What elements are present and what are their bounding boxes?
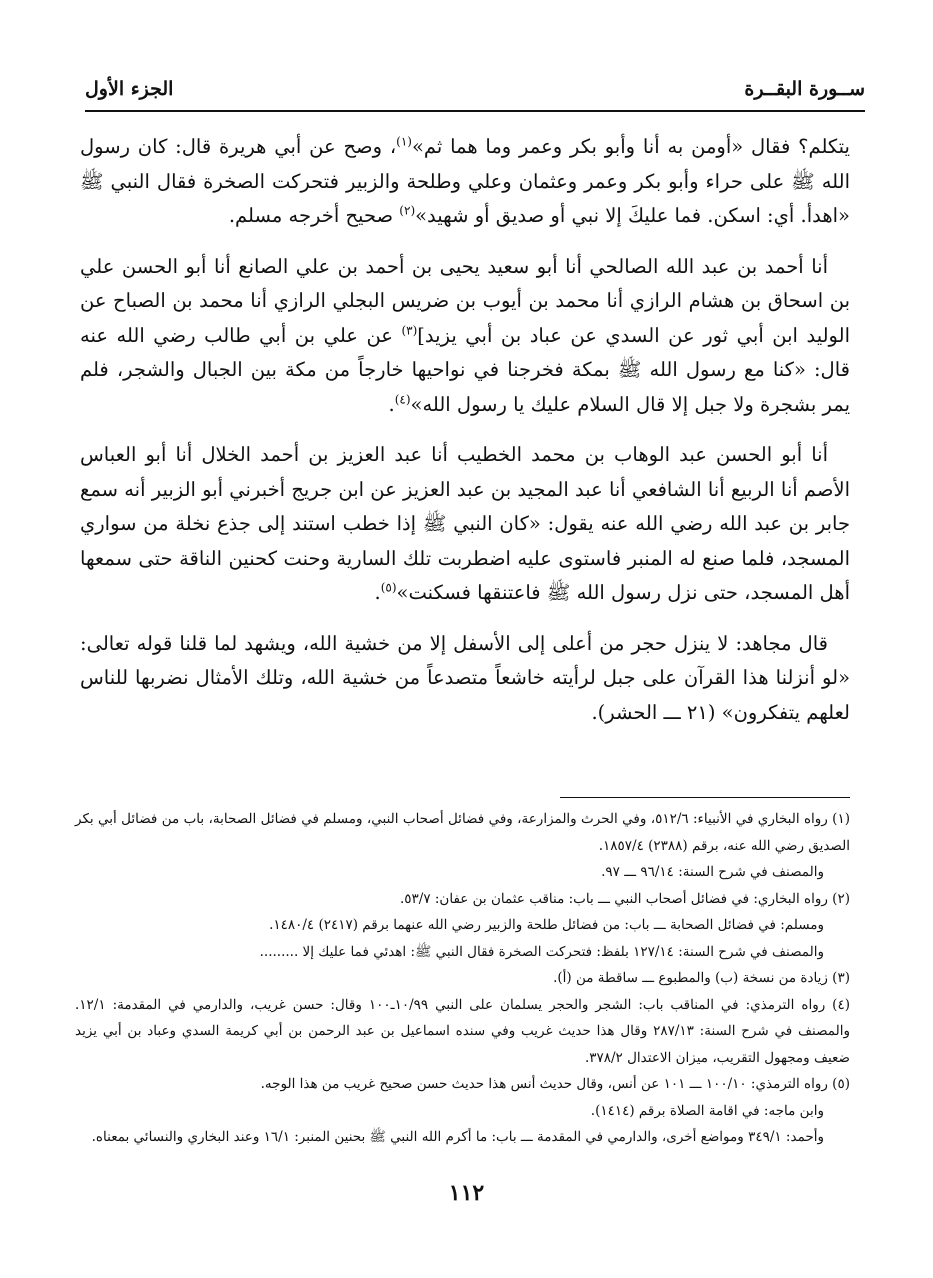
paragraph-text: .	[388, 392, 395, 416]
juz-title: الجزء الأول	[85, 78, 174, 100]
footnotes	[75, 806, 850, 1151]
footnote-divider	[560, 797, 850, 798]
footnote-ref: (٣)	[401, 323, 418, 337]
paragraph-4	[80, 627, 850, 731]
page-header	[85, 70, 865, 112]
footnote-2-continuation: والمصنف في شرح السنة: ١٢٧/١٤ بلفظ: فتحركت الصخرة فقال النبي ﷺ: اهدئي فما عليك إلا .........	[259, 943, 824, 960]
footnote-3: (٣) زيادة من نسخة (ب) والمطبوع ـــ ساقطة من (أ).	[553, 970, 850, 986]
footnote-2-continuation: ومسلم: في فضائل الصحابة ـــ باب: من فضائل طلحة والزبير رضي الله عنهما برقم (٢٤١٧) ١٤٨٠/٤.	[269, 917, 824, 933]
footnote-ref: (٤)	[394, 392, 411, 406]
footnote-ref: (١)	[396, 134, 412, 149]
paragraph-text: أنا أحمد بن عبد الله الصالحي أنا أبو سعيد يحيى بن أحمد بن علي الصانع أنا أبو الحسن علي بن اسحاق بن هشام الرازي أنا محمد بن أيوب بن ضريس البجلي الرازي أنا محمد بن الصباح عن الوليد ابن أبي ثور عن السدي عن عباد بن أبي يزيد]	[80, 254, 850, 347]
footnote-2: (٢) رواه البخاري: في فضائل أصحاب النبي ـــ باب: مناقب عثمان بن عفان: ٥٣/٧.	[399, 890, 850, 907]
paragraph-1	[80, 130, 850, 234]
footnote-ref: (٢)	[399, 203, 416, 218]
paragraph-text: أنا أبو الحسن عبد الوهاب بن محمد الخطيب أنا عبد العزيز بن أحمد الخلال أنا أبو العباس الأصم أنا الربيع أنا الشافعي أنا عبد المجيد بن عبد العزيز عن ابن جريج أخبرني أبو الزبير أنه سمع جابر بن عبد الله رضي الله عنه يقول: «كان النبي ﷺ إذا خطب استند إلى جذع نخلة من سواري المسجد، فلما صنع له المنبر فاستوى عليه اضطربت تلك السارية وحنت كحنين الناقة حتى سمعها أهل المسجد، حتى نزل رسول الله ﷺ فاعتنقها فسكنت»	[80, 443, 850, 604]
paragraph-text: قال مجاهد: لا ينزل حجر من أعلى إلى الأسفل إلا من خشية الله، ويشهد لما قلنا قوله تعالى: «لو أنزلنا هذا القرآن على جبل لرأيته خاشعاً متصدعاً من خشية الله، وتلك الأمثال نضربها للناس لعلهم يتفكرون» (٢١ ـــ الحشر).	[80, 631, 850, 724]
paragraph-text: يتكلم؟ فقال «أومن به أنا وأبو بكر وعمر وما هما ثم»	[411, 135, 850, 158]
footnote-ref: (٥)	[380, 580, 397, 595]
paragraph-text: ، وصح عن أبي هريرة قال: كان رسول الله ﷺ على حراء وأبو بكر وعمر وعثمان وعلي وطلحة والزبير فتحركت الصخرة فقال النبي ﷺ «اهدأ. أي: اسكن. فما عليكَ إلا نبي أو صديق أو شهيد»	[80, 135, 850, 227]
footnote-1: (١) رواه البخاري في الأنبياء: ٥١٢/٦، وفي الحرث والمزارعة، وفي فضائل أصحاب النبي، ومسلم في فضائل الصحابة، باب من فضائل أبي بكر الصديق رضي الله عنه، برقم (٢٣٨٨) ١٨٥٧/٤.	[75, 811, 850, 854]
paragraph-text: عن علي بن أبي طالب رضي الله عنه قال: «كنا مع رسول الله ﷺ بمكة فخرجنا في نواحيها خارجاً من مكة بين الجبال والشجر، فلم يمر بشجرة ولا جبل إلا قال السلام عليك يا رسول الله»	[80, 323, 850, 416]
paragraph-2	[80, 250, 850, 423]
paragraph-text: صحيح أخرجه مسلم.	[228, 204, 400, 227]
footnote-5-continuation: وأحمد: ٣٤٩/١ ومواضع أخرى، والدارمي في المقدمة ـــ باب: ما أكرم الله النبي ﷺ بحنين المنبر: ١٦/١ وعند البخاري والنسائي بمعناه.	[91, 1129, 824, 1145]
paragraph-3	[80, 438, 850, 611]
paragraph-text: .	[374, 581, 381, 604]
footnote-1-continuation: والمصنف في شرح السنة: ٩٦/١٤ ـــ ٩٧.	[601, 864, 824, 880]
footnote-5: (٥) رواه الترمذي: ١٠٠/١٠ ـــ ١٠١ عن أنس، وقال حديث أنس هذا حديث حسن صحيح غريب من هذا الوجه.	[260, 1076, 850, 1092]
footnote-5-continuation: وابن ماجه: في اقامة الصلاة برقم (١٤١٤).	[590, 1102, 824, 1119]
page-number: ١١٢	[448, 1180, 485, 1206]
footnote-4: (٤) رواه الترمذي: في المناقب باب: الشجر والحجر يسلمان على النبي ١٠/٩٩ـ١٠٠ وقال: حسن غريب، والدارمي في المقدمة: ١٢/١. والمصنف في شرح السنة: ٢٨٧/١٣ وقال هذا حديث غريب وفي سنده اسماعيل بن عبد الرحمن بن أبي كريمة السدي وعباد بن أبي يزيد ضعيف ومجهول التقريب، ميزان الاعتدال ٣٧٨/٢.	[75, 996, 851, 1066]
surah-title: ســورة البقــرة	[744, 78, 865, 100]
main-text	[80, 130, 850, 746]
